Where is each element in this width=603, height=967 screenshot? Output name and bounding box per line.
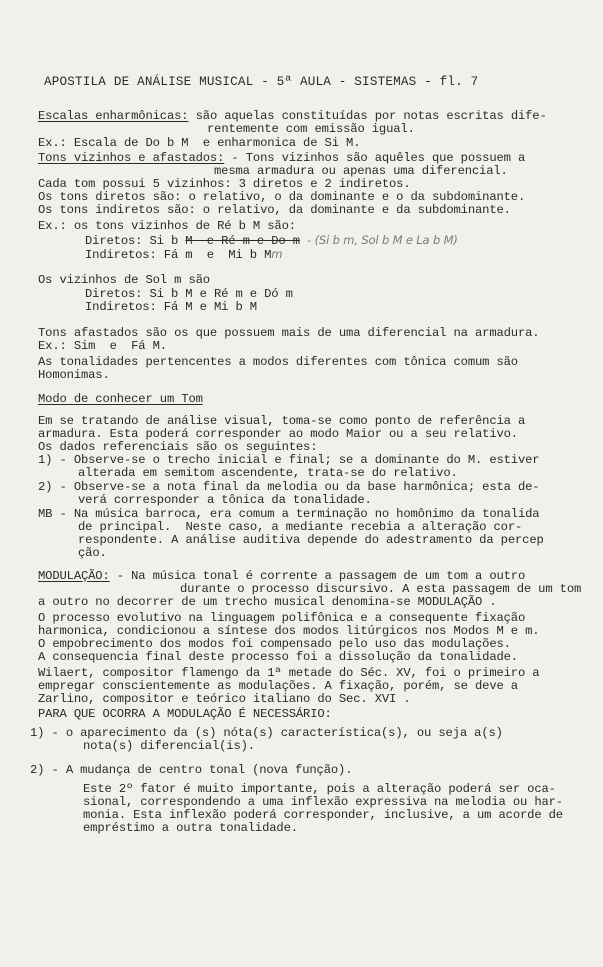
know-key-mb-cont-2: respondente. A análise auditiva depende do adestramento da percep bbox=[78, 533, 544, 547]
modulation-line-6: O empobrecimento dos modos foi compensado pelo uso das modulações. bbox=[38, 637, 511, 651]
know-key-line-3: Os dados referenciais são os seguintes: bbox=[38, 440, 318, 454]
sol-minor-heading: Os vizinhos de Sol m são bbox=[38, 273, 210, 287]
modulation-line-8: Wilaert, compositor flamengo da 1ª metade do Séc. XV, foi o primeiro a bbox=[38, 666, 540, 680]
distant-keys-line: Tons afastados são os que possuem mais de uma diferencial na armadura. bbox=[38, 326, 540, 340]
neighbor-keys-line-1: Tons vizinhos e afastados: - Tons vizinhos são aquêles que possuem a bbox=[38, 151, 526, 165]
know-key-item-2-cont: verá corresponder a tônica da tonalidade. bbox=[78, 493, 372, 507]
know-key-line-2: armadura. Esta poderá corresponder ao modo Maior ou a seu relativo. bbox=[38, 427, 518, 441]
know-key-item-1: 1) - Observe-se o trecho inicial e final; se a dominante do M. estiver bbox=[38, 453, 540, 467]
modulation-line-10: Zarlino, compositor e teórico italiano do Sec. XVI . bbox=[38, 692, 411, 706]
requirement-1: 1) - o aparecimento da (s) nóta(s) característica(s), ou seja a(s) bbox=[30, 726, 503, 740]
modulation-line-4: O processo evolutivo na linguagem polifônica e a consequente fixação bbox=[38, 611, 526, 625]
requirement-2-line-1: Este 2º fator é muito importante, pois a alteração poderá ser oca- bbox=[83, 782, 556, 796]
enharmonic-line-1: Escalas enharmônicas: são aquelas constituídas por notas escritas dife- bbox=[38, 109, 547, 123]
neighbor-keys-direct: Diretos: Si b M e Ré m e Do m - (Si b m, Sol b M e La b M) bbox=[85, 233, 458, 248]
neighbor-keys-line-5: Os tons indiretos são: o relativo, da dominante e da subdominante. bbox=[38, 203, 511, 217]
enharmonic-example: Ex.: Escala de Do b M e enharmonica de Si M. bbox=[38, 136, 361, 150]
know-key-item-1-cont: alterada em semitom ascendente, trata-se do relativo. bbox=[78, 466, 458, 480]
neighbor-keys-heading: Tons vizinhos e afastados: bbox=[38, 151, 225, 165]
modulation-line-9: empregar conscientemente as modulações. A fixação, porém, se deve a bbox=[38, 679, 518, 693]
neighbor-keys-line-2: mesma armadura ou apenas uma diferencial. bbox=[214, 164, 508, 178]
neighbor-keys-line-3: Cada tom possui 5 vizinhos: 3 diretos e 2 indiretos. bbox=[38, 177, 411, 191]
modulation-line-1: MODULAÇÃO: - Na música tonal é corrente a passagem de um tom a outro bbox=[38, 569, 526, 583]
handwritten-annotation: - (Si b m, Sol b M e La b M) bbox=[307, 233, 458, 247]
modulation-heading: MODULAÇÃO: bbox=[38, 569, 110, 583]
know-key-mb-cont-1: de principal. Neste caso, a mediante recebia a alteração cor- bbox=[78, 520, 523, 534]
modulation-line-5: harmonica, condicionou a síntese dos modos litúrgicos nos Modos M e m. bbox=[38, 624, 540, 638]
neighbor-keys-example: Ex.: os tons vizinhos de Ré b M são: bbox=[38, 219, 296, 233]
know-key-heading: Modo de conhecer um Tom bbox=[38, 392, 203, 406]
sol-minor-direct: Diretos: Si b M e Ré m e Dó m bbox=[85, 287, 293, 301]
modulation-line-7: A consequencia final deste processo foi a dissolução da tonalidade. bbox=[38, 650, 518, 664]
requirement-1-cont: nota(s) diferencial(is). bbox=[83, 739, 255, 753]
homonym-line-1: As tonalidades pertencentes a modos diferentes com tônica comum são bbox=[38, 355, 518, 369]
page-title: APOSTILA DE ANÁLISE MUSICAL - 5ª AULA - SISTEMAS - fl. 7 bbox=[44, 75, 479, 89]
modulation-requirements-heading: PARA QUE OCORRA A MODULAÇÃO É NECESSÁRIO: bbox=[38, 707, 332, 721]
modulation-line-3: a outro no decorrer de um trecho musical denomina-se MODULAÇÃO . bbox=[38, 595, 497, 609]
homonym-line-2: Homonimas. bbox=[38, 368, 110, 382]
know-key-item-2: 2) - Observe-se a nota final da melodia ou da base harmônica; esta de- bbox=[38, 480, 540, 494]
enharmonic-heading: Escalas enharmônicas: bbox=[38, 109, 189, 123]
know-key-mb-cont-3: ção. bbox=[78, 546, 107, 560]
neighbor-keys-line-4: Os tons diretos são: o relativo, o da dominante e o da subdominante. bbox=[38, 190, 526, 204]
neighbor-keys-indirect: Indiretos: Fá m e Mi b Mm bbox=[85, 247, 283, 262]
requirement-2-line-2: sional, correspondendo a uma inflexão expressiva na melodia ou har- bbox=[83, 795, 563, 809]
requirement-2-line-3: monia. Esta inflexão poderá corresponder, inclusive, a um acorde de bbox=[83, 808, 563, 822]
modulation-line-2: durante o processo discursivo. A esta passagem de um tom bbox=[180, 582, 582, 596]
know-key-mb: MB - Na música barroca, era comum a terminação no homônimo da tonalida bbox=[38, 507, 540, 521]
requirement-2-line-4: empréstimo a outra tonalidade. bbox=[83, 821, 298, 835]
know-key-line-1: Em se tratando de análise visual, toma-se como ponto de referência a bbox=[38, 414, 526, 428]
requirement-2: 2) - A mudança de centro tonal (nova função). bbox=[30, 763, 353, 777]
sol-minor-indirect: Indiretos: Fá M e Mi b M bbox=[85, 300, 257, 314]
enharmonic-line-2: rentemente com emissão igual. bbox=[207, 122, 415, 136]
distant-keys-example: Ex.: Sim e Fá M. bbox=[38, 339, 167, 353]
